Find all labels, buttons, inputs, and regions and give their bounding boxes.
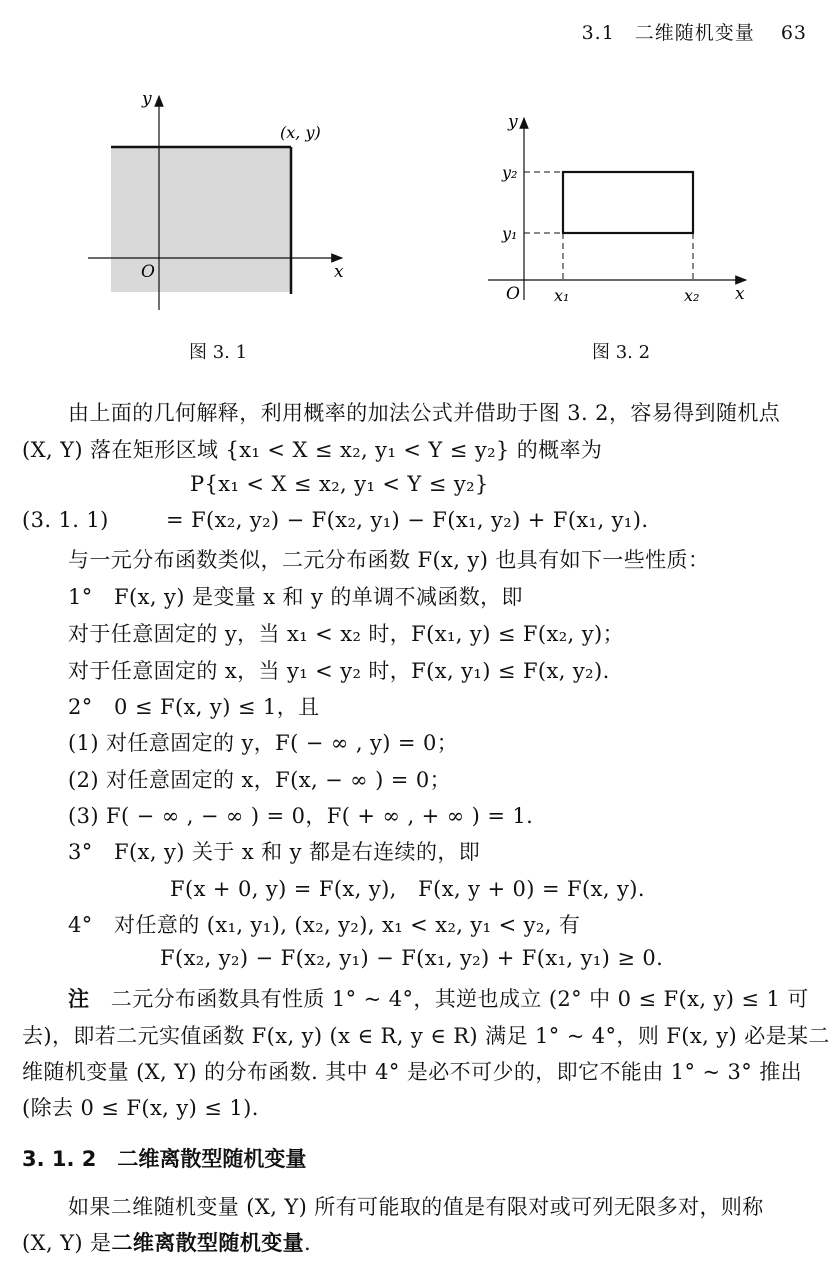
section-title: 3. 1. 2 二维离散型随机变量	[22, 1147, 307, 1171]
x-axis-label: x	[735, 284, 745, 304]
property-4-equation: F(x₂, y₂) − F(x₂, y₁) − F(x₁, y₂) + F(x₁, y₁) ≥ 0.	[160, 946, 664, 970]
note-line: 维随机变量 (X, Y) 的分布函数. 其中 4° 是必不可少的，即它不能由 1° ~ 3° 推出	[22, 1060, 803, 1084]
header-section: 3.1 二维随机变量	[581, 22, 755, 44]
y-axis-label: y	[142, 89, 152, 109]
property-2-2: (2) 对任意固定的 x，F(x, − ∞ ) = 0；	[68, 768, 452, 792]
paragraph-line: 如果二维随机变量 (X, Y) 所有可能取的值是有限对或可列无限多对，则称	[68, 1195, 764, 1219]
y2-label: y₂	[502, 163, 518, 182]
paragraph-text: (X, Y) 是	[22, 1231, 112, 1255]
origin-label: O	[506, 284, 520, 304]
x1-label: x₁	[554, 286, 570, 305]
x2-label: x₂	[684, 286, 700, 305]
paragraph-line: 与一元分布函数类似，二元分布函数 F(x, y) 也具有如下一些性质：	[68, 548, 710, 572]
equation-line: P{x₁ < X ≤ x₂, y₁ < Y ≤ y₂}	[190, 472, 489, 496]
paragraph-line: (X, Y) 落在矩形区域 {x₁ < X ≤ x₂, y₁ < Y ≤ y₂} 的概率为	[22, 438, 603, 462]
note-line: 去)，即若二元实值函数 F(x, y) (x ∈ R, y ∈ R) 满足 1° ~ 4°，则 F(x, y) 必是某二	[22, 1024, 830, 1048]
figure-3-2-caption: 图 3. 2	[592, 342, 651, 363]
term-definition: 二维离散型随机变量	[111, 1230, 305, 1255]
paragraph-line	[22, 1227, 311, 1257]
page-number: 63	[780, 22, 807, 44]
property-1: 1° F(x, y) 是变量 x 和 y 的单调不减函数，即	[68, 585, 523, 609]
property-2: 2° 0 ≤ F(x, y) ≤ 1，且	[68, 695, 320, 719]
property-2-3: (3) F( − ∞ , − ∞ ) = 0，F( + ∞ , + ∞ ) = 1.	[68, 804, 534, 828]
property-1-b: 对于任意固定的 x，当 y₁ < y₂ 时，F(x, y₁) ≤ F(x, y₂).	[68, 659, 610, 683]
x-axis-label: x	[334, 262, 344, 282]
property-3-equation: F(x + 0, y) = F(x, y), F(x, y + 0) = F(x, y).	[170, 877, 645, 901]
property-3: 3° F(x, y) 关于 x 和 y 都是右连续的，即	[68, 840, 481, 864]
shaded-region	[111, 147, 291, 292]
figure-3-2	[484, 110, 764, 310]
note-line	[68, 983, 809, 1013]
point-label: (x, y)	[280, 123, 321, 142]
paragraph-text: .	[304, 1231, 312, 1255]
figure-3-1-caption: 图 3. 1	[189, 342, 248, 363]
equation-number: (3. 1. 1)	[22, 508, 109, 532]
y-axis-label: y	[508, 112, 518, 132]
note-line: (除去 0 ≤ F(x, y) ≤ 1).	[22, 1096, 259, 1120]
figure-3-1	[80, 88, 360, 318]
y1-label: y₁	[502, 224, 518, 243]
note-text: 二元分布函数具有性质 1° ~ 4°，其逆也成立 (2° 中 0 ≤ F(x, y) ≤ 1 可	[89, 987, 809, 1011]
note-label: 注	[68, 986, 90, 1011]
property-4: 4° 对任意的 (x₁, y₁), (x₂, y₂), x₁ < x₂, y₁ < y₂, 有	[68, 913, 581, 937]
origin-label: O	[141, 262, 155, 282]
property-2-1: (1) 对任意固定的 y，F( − ∞ , y) = 0；	[68, 731, 459, 755]
paragraph-line: 由上面的几何解释，利用概率的加法公式并借助于图 3. 2，容易得到随机点	[68, 401, 781, 425]
property-1-a: 对于任意固定的 y，当 x₁ < x₂ 时，F(x₁, y) ≤ F(x₂, y)；	[68, 622, 624, 646]
rectangle-region	[563, 172, 693, 233]
equation-line: = F(x₂, y₂) − F(x₂, y₁) − F(x₁, y₂) + F(x₁, y₁).	[166, 508, 649, 532]
running-header	[582, 18, 807, 45]
